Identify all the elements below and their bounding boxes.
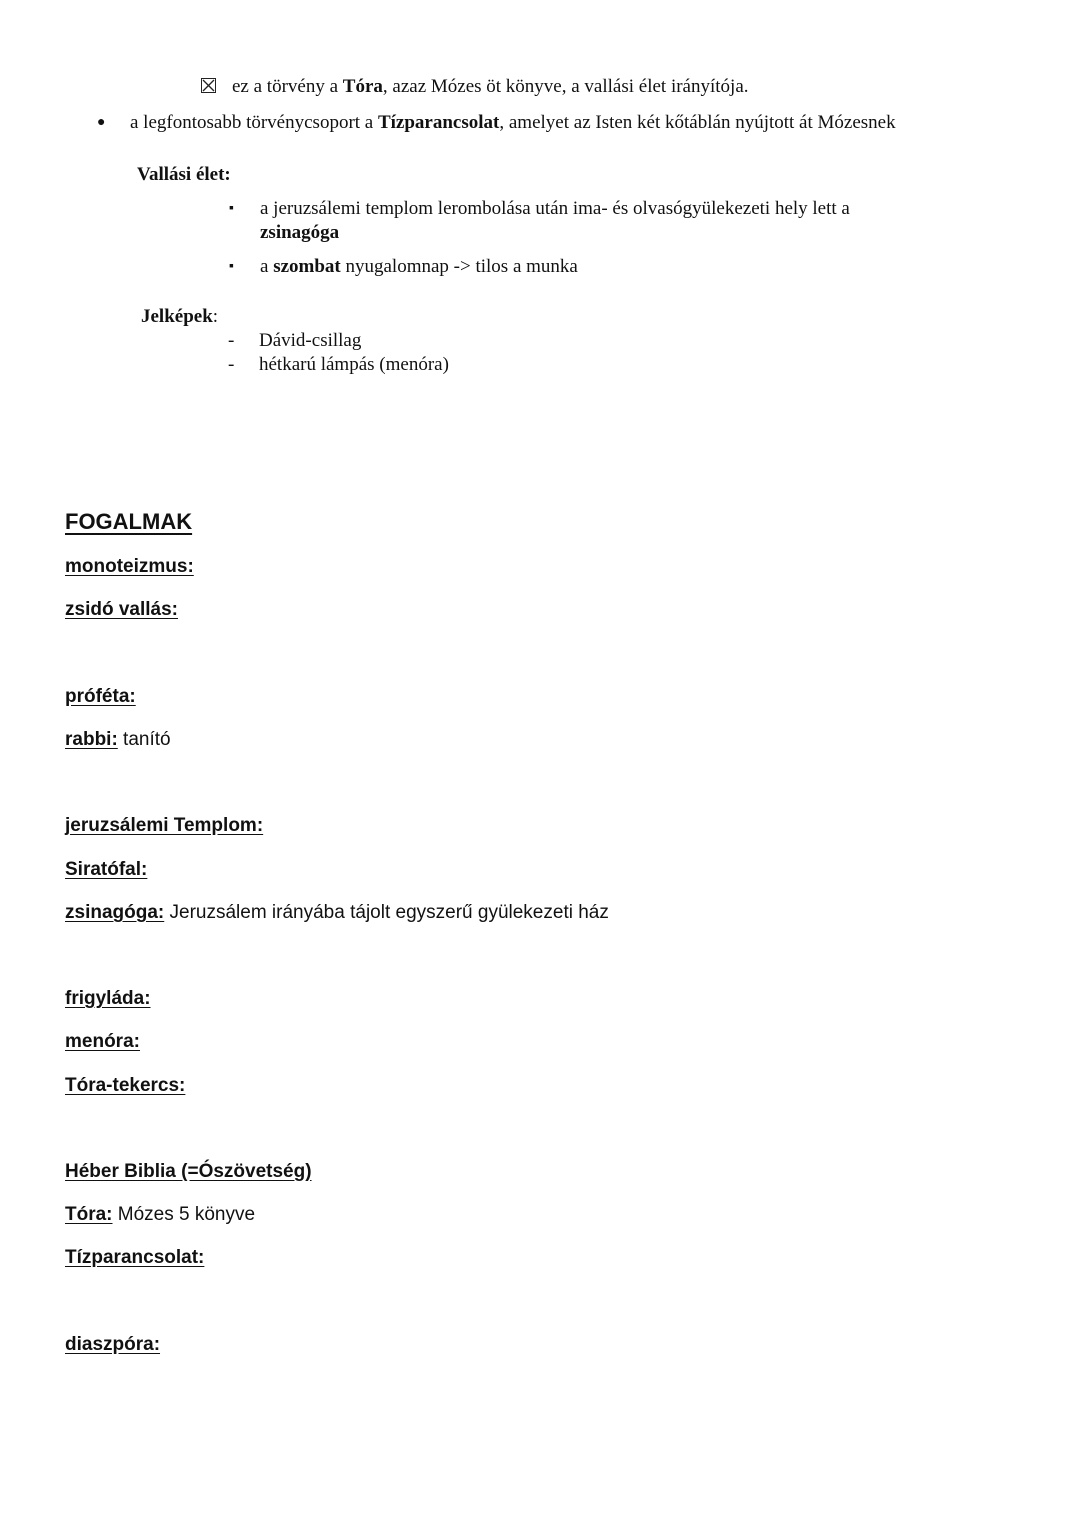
fogalmak-heading: FOGALMAK [65,509,193,534]
vallasi-elet-item-bold: zsinagóga [260,222,340,243]
term-label: zsinagóga: [65,902,165,923]
term-label: diaszpóra: [65,1334,161,1355]
checkbox-line-text-end: , azaz Mózes öt könyve, a vallási élet irányítója. [382,76,749,97]
dash-bullet: - [228,354,235,375]
bullet-line-text-end: , amelyet az Isten két kőtáblán nyújtott át Mózesnek [499,112,896,133]
checkbox-line-bold: Tóra [342,76,383,97]
term-row [65,1031,140,1053]
vallasi-elet-item [260,256,578,278]
term-label: próféta: [65,686,136,707]
term-row [65,815,263,837]
term-row [65,988,151,1010]
term-row [65,1334,160,1356]
jelkepek-item: hétkarú lámpás (menóra) [259,354,449,375]
vallasi-elet-item-text-end: nyugalomnap -> tilos a munka [340,256,578,277]
term-label: Siratófal: [65,859,148,880]
term-row [65,729,171,751]
bullet-line-bold: Tízparancsolat [377,112,500,133]
vallasi-elet-heading: Vallási élet: [137,164,231,185]
term-definition: Mózes 5 könyve [112,1204,256,1225]
term-row [65,1075,185,1097]
term-label: rabbi: [65,729,118,750]
term-row [65,686,136,708]
term-label: frigyláda: [65,988,151,1009]
checkbox-line-text: ez a törvény a [232,76,343,97]
term-row [65,599,178,621]
bullet-line-text: a legfontosabb törvénycsoport a [130,112,378,133]
bullet-dot-icon: ● [97,115,106,130]
vallasi-elet-item-text: a [260,256,274,277]
term-row [65,1204,255,1226]
checkbox-x-icon [201,78,216,93]
term-label: menóra: [65,1031,140,1052]
term-row [65,902,609,924]
checkbox-line [232,76,749,98]
term-label: jeruzsálemi Templom: [65,815,264,836]
dash-bullet: - [228,330,235,351]
term-label: Tízparancsolat: [65,1247,205,1268]
term-row [65,556,194,578]
term-label: Héber Biblia (=Ószövetség) [65,1161,312,1182]
term-row [65,1161,312,1183]
term-definition: Jeruzsálem irányába tájolt egyszerű gyülekezeti ház [164,902,609,923]
square-bullet-icon: ▪ [229,201,234,216]
term-definition: tanító [117,729,171,750]
square-bullet-icon: ▪ [229,259,234,274]
vallasi-elet-item [260,198,850,220]
jelkepek-item: Dávid-csillag [259,330,362,351]
bullet-line [130,112,896,134]
term-row [65,859,147,881]
term-label: monoteizmus: [65,556,194,577]
jelkepek-heading: Jelképek: [141,306,219,327]
jelkepek-colon: : [212,306,219,327]
term-row [65,1247,204,1269]
vallasi-elet-item-bold: szombat [273,256,341,277]
vallasi-elet-item-text: a jeruzsálemi templom lerombolása után ima- és olvasógyülekezeti hely lett a [260,198,850,219]
term-label: zsidó vallás: [65,599,178,620]
term-label: Tóra-tekercs: [65,1075,186,1096]
term-label: Tóra: [65,1204,113,1225]
